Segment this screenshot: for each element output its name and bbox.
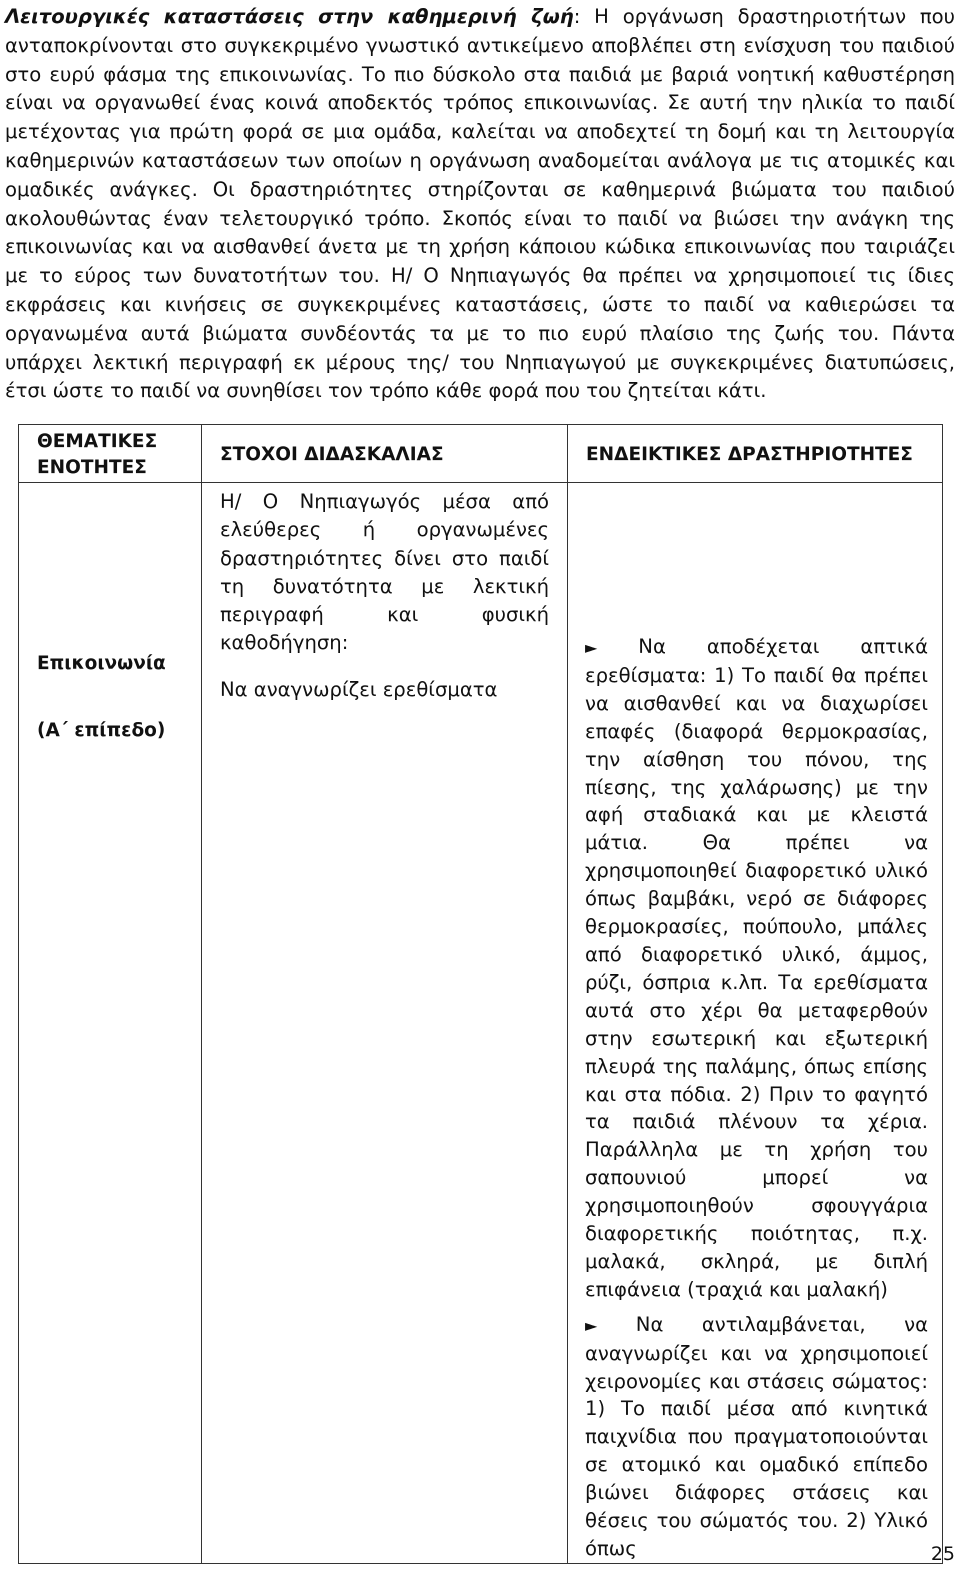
intro-body: Η οργάνωση δραστηριοτήτων που ανταποκρίνονται στο συγκεκριμένο γνωστικό αντικείμενο αποβλέπει στη ενίσχυση του παιδιού στο ευρύ φάσμα της επικοινωνίας. Το πιο δύσκολο στα παιδιά με βαριά νοητική καθυστέρηση είναι να οργανωθεί ένας κοινά αποδεκτός τρόπος επικοινωνίας. Σε αυτή την ηλικία το παιδί μετέχοντας για πρώτη φορά σε μια ομάδα, καλείται να αποδεχτεί τη δομή και τη λειτουργία καθημερινών καταστάσεων των οποίων η οργάνωση αναδομείται ανάλογα με τις ατομικές και ομαδικές ανάγκες. Οι δραστηριότητες στηρίζονται σε καθημερινά βιώματα του παιδιού ακολουθώντας έναν τελετουργικό τρόπο. Σκοπός είναι το παιδί να βιώσει την ανάγκη της επικοινωνίας και να αισθανθεί άνετα με τη χρήση κάποιου κώδικα επικοινωνίας που ταιριάζει με το εύρος των δυνατοτήτων του. Η/ Ο Νηπιαγωγός θα πρέπει να χρησιμοποιεί τις ίδιες εκφράσεις και κινήσεις σε συγκεκριμένες καταστάσεις, ώστε το παιδί να καθιερώσει τα οργανωμένα αυτά βιώματα συνδέοντάς τα με το πιο ευρύ πλαίσιο της ζωής του. Πάντα υπάρχει λεκτική περιγραφή εκ μέρους της/ του Νηπιαγωγού με συγκεκριμένες διατυπώσεις, έτσι ώστε το παιδί να συνηθίσει τον τρόπο κάθε φορά που του ζητείται κάτι. (5, 5, 955, 403)
activity-text: Να αντιλαμβάνεται, να αναγνωρίζει και να χρησιμοποιεί χειρονομίες και στάσεις σώματος: 1) Το παιδί μέσα από κινητικά παιχνίδια που πραγματοποιούνται σε ατομικό και ομαδικό επίπεδο βιώνει διάφορες στάσεις και θέσεις του σώματός του. 2) Υλικό όπως (585, 1312, 928, 1560)
unit-level: (Α΄ επίπεδο) (37, 720, 166, 741)
unit-name: Επικοινωνία (37, 653, 166, 674)
header-thematic-units: ΘΕΜΑΤΙΚΕΣ ΕΝΟΤΗΤΕΣ (19, 425, 202, 483)
header-indicative-activities: ΕΝΔΕΙΚΤΙΚΕΣ ΔΡΑΣΤΗΡΙΟΤΗΤΕΣ (568, 425, 943, 483)
arrow-bullet-icon: ► (585, 638, 598, 657)
activity-item (568, 1304, 942, 1563)
activities-cell (568, 483, 943, 1564)
table-row (19, 483, 943, 1564)
table-header-row (19, 425, 943, 483)
intro-title: Λειτουργικές καταστάσεις στην καθημερινή ζωή (5, 5, 574, 28)
curriculum-table (18, 424, 943, 1564)
activity-text: Να αποδέχεται απτικά ερεθίσματα: 1) Το παιδί θα πρέπει να αισθανθεί και να διαχωρίσει επαφές (διαφορά θερμοκρασίας, την αίσθηση του πόνου, της πίεσης, της χαλάρωσης) με την αφή σταδιακά και με κλειστά μάτια. Θα πρέπει να χρησιμοποιηθεί διαφορετικό υλικό όπως βαμβάκι, νερό σε διάφορες θερμοκρασίες, πούπουλο, μπάλες από διαφορετικό υλικό, άμμος, ρύζι, όσπρια κ.λπ. Τα ερεθίσματα αυτά στο χέρι θα μεταφερθούν στην εσωτερική και εξωτερική πλευρά της παλάμης, όπως επίσης και στα πόδια. 2) Πριν το φαγητό τα παιδιά πλένουν τα χέρια. Παράλληλα με τη χρήση του σαπουνιού μπορεί να χρησιμοποιηθούν σφουγγάρια διαφορετικής ποιότητας, π.χ. μαλακά, σκληρά, με διπλή επιφάνεια (τραχιά και μαλακή) (585, 635, 928, 1301)
page-number: 25 (930, 1543, 955, 1565)
unit-cell (19, 483, 202, 1564)
goal-item: Να αναγνωρίζει ερεθίσματα (220, 677, 498, 701)
arrow-bullet-icon: ► (585, 1315, 598, 1335)
activity-item (568, 483, 942, 1304)
intro-title-colon: : (573, 5, 581, 28)
header-teaching-goals: ΣΤΟΧΟΙ ΔΙΔΑΣΚΑΛΙΑΣ (202, 425, 568, 483)
goals-intro: Η/ Ο Νηπιαγωγός μέσα από ελεύθερες ή οργανωμένες δραστηριότητες δίνει στο παιδί τη δυνατότητα με λεκτική περιγραφή και φυσική καθοδήγηση: (220, 490, 549, 655)
goals-cell (202, 483, 568, 1564)
intro-paragraph (5, 3, 955, 406)
